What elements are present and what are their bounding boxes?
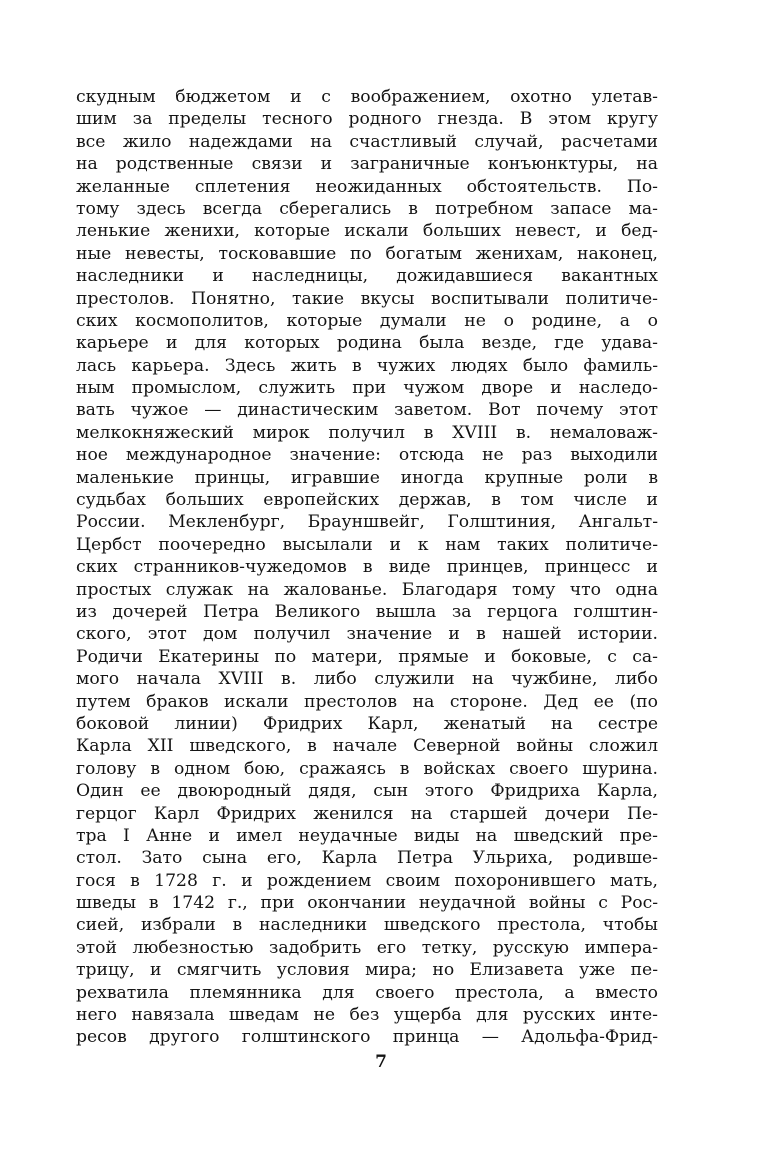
text-line: из дочерей Петра Великого вышла за герцога голштин- [76, 601, 658, 622]
text-line: ным промыслом, служить при чужом дворе и наследо- [76, 378, 658, 399]
text-line: судьбах больших европейских держав, в том числе и [76, 490, 658, 511]
text-line: путем браков искали престолов на стороне. Дед ее (по [76, 691, 658, 712]
text-line: ских космополитов, которые думали не о родине, а о [76, 310, 658, 331]
text-line: мого начала XVIII в. либо служили на чужбине, либо [76, 669, 658, 690]
page-number: 7 [375, 1052, 387, 1072]
text-line: трицу, и смягчить условия мира; но Елизавета уже пе- [76, 960, 658, 981]
text-line: ленькие женихи, которые искали больших невест, и бед- [76, 221, 658, 242]
text-line: рехватила племянника для своего престола, а вместо [76, 982, 658, 1003]
text-line: желанные сплетения неожиданных обстоятельств. По- [76, 176, 658, 197]
text-line: него навязала шведам не без ущерба для русских инте- [76, 1005, 658, 1026]
text-line: шведы в 1742 г., при окончании неудачной войны с Рос- [76, 893, 658, 914]
text-line: карьере и для которых родина была везде, где удава- [76, 333, 658, 354]
text-line: этой любезностью задобрить его тетку, русскую импера- [76, 937, 658, 958]
text-line: сией, избрали в наследники шведского престола, чтобы [76, 915, 658, 936]
text-line: гося в 1728 г. и рождением своим похоронившего мать, [76, 870, 658, 891]
text-line: герцог Карл Фридрих женился на старшей дочери Пе- [76, 803, 658, 824]
text-line: боковой линии) Фридрих Карл, женатый на сестре [76, 713, 658, 734]
text-line: престолов. Понятно, такие вкусы воспитывали политиче- [76, 288, 658, 309]
text-line: Один ее двоюродный дядя, сын этого Фридриха Карла, [76, 781, 658, 802]
text-line: скудным бюджетом и с воображением, охотно улетав- [76, 87, 658, 107]
text-line: Родичи Екатерины по матери, прямые и боковые, с са- [76, 646, 658, 667]
text-line: лась карьера. Здесь жить в чужих людях было фамиль- [76, 355, 658, 376]
text-line: простых служак на жалованье. Благодаря тому что одна [76, 579, 658, 600]
text-line: тра I Анне и имел неудачные виды на шведский пре- [76, 825, 658, 846]
text-line: ные невесты, тосковавшие по богатым женихам, наконец, [76, 243, 658, 264]
text-line: мелкокняжеский мирок получил в XVIII в. немаловаж- [76, 422, 658, 443]
text-line: маленькие принцы, игравшие иногда крупные роли в [76, 467, 658, 488]
text-line: шим за пределы тесного родного гнезда. В этом кругу [76, 109, 658, 130]
text-line: наследники и наследницы, дожидавшиеся вакантных [76, 266, 658, 287]
text-line: ное международное значение: отсюда не раз выходили [76, 445, 658, 466]
text-line: стол. Зато сына его, Карла Петра Ульриха, родивше- [76, 848, 658, 869]
text-line: ского, этот дом получил значение и в нашей истории. [76, 624, 658, 645]
text-line: тому здесь всегда сберегались в потребном запасе ма- [76, 198, 658, 219]
text-line: ских странников-чужедомов в виде принцев, принцесс и [76, 557, 658, 578]
text-line: Цербст поочередно высылали и к нам таких политиче- [76, 534, 658, 555]
text-line: на родственные связи и заграничные конъюнктуры, на [76, 154, 658, 175]
text-line: голову в одном бою, сражаясь в войсках своего шурина. [76, 758, 658, 779]
text-line: ресов другого голштинского принца — Адольфа-Фрид- [76, 1027, 658, 1048]
text-line: России. Мекленбург, Брауншвейг, Голштиния, Ангальт- [76, 512, 658, 533]
text-line: все жило надеждами на счастливый случай, расчетами [76, 131, 658, 152]
body-text [76, 86, 658, 1049]
text-line: вать чужое — династическим заветом. Вот почему этот [76, 400, 658, 421]
text-line: Карла XII шведского, в начале Северной войны сложил [76, 736, 658, 757]
